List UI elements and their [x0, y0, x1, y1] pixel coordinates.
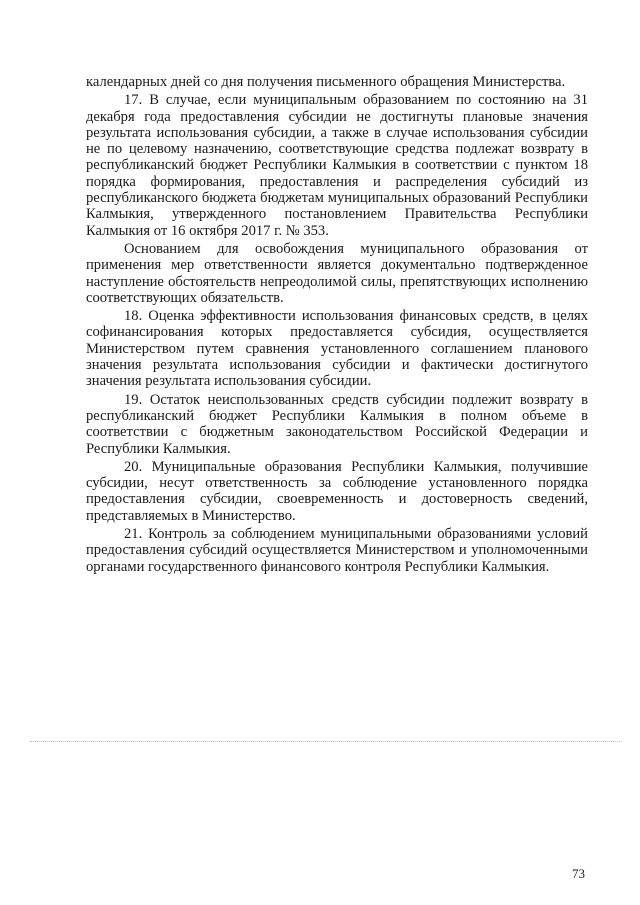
paragraph-exemption: Основанием для освобождения муниципального образования от применения мер ответственности является документально подтвержденное наступление обстоятельств непреодолимой силы, препятствующих исполнению соответствующих обязательств. [86, 240, 588, 306]
paragraph-17: 17. В случае, если муниципальным образованием по состоянию на 31 декабря года предоставления субсидии не достигнуты плановые значения результата использования субсидии, а также в случае использования субсидии не по целевому назначению, соответствующие средства подлежат возврату в республиканский бюджет Республики Калмыкия в соответствии с пунктом 18 порядка формирования, предоставления и распределения субсидий из республиканского бюджета бюджетам муниципальных образований Республики Калмыкия, утвержденного постановлением Правительства Республики Калмыкия от 16 октября 2017 г. № 353. [86, 92, 588, 239]
paragraph-20: 20. Муниципальные образования Республики Калмыкия, получившие субсидии, несут ответственность за соблюдение установленного порядка предоставления субсидии, своевременность и достоверность сведений, представляемых в Министерство. [86, 458, 588, 524]
paragraph-18: 18. Оценка эффективности использования финансовых средств, в целях софинансирования которых предоставляется субсидия, осуществляется Министерством путем сравнения установленного соглашением планового значения результата использования субсидии и фактически достигнутого значения результата использования субсидии. [86, 308, 588, 390]
scan-artifact-line [30, 741, 620, 742]
document-body [86, 74, 588, 577]
paragraph-19: 19. Остаток неиспользованных средств субсидии подлежит возврату в республиканский бюджет Республики Калмыкия в полном объеме в соответствии с бюджетным законодательством Российской Федерации и Республики Калмыкия. [86, 391, 588, 457]
paragraph-21: 21. Контроль за соблюдением муниципальными образованиями условий предоставления субсидий осуществляется Министерством и уполномоченными органами государственного финансового контроля Республики Калмыкия. [86, 526, 588, 575]
page-number: 73 [572, 866, 585, 881]
paragraph-continuation: календарных дней со дня получения письменного обращения Министерства. [86, 74, 566, 90]
